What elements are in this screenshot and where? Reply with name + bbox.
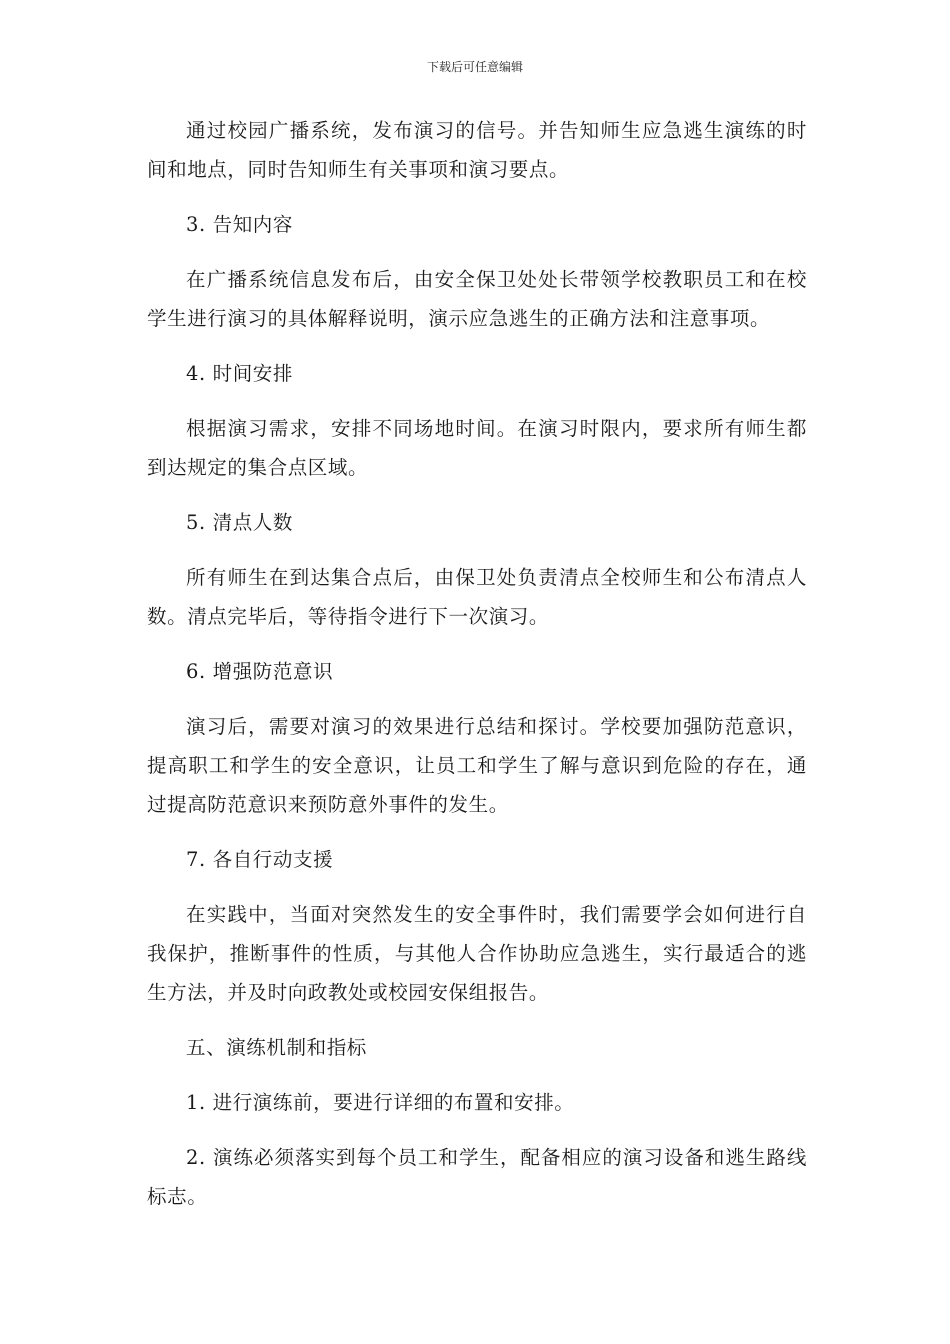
paragraph-notice-content: 在广播系统信息发布后，由安全保卫处处长带领学校教职员工和在校学生进行演习的具体解释说明，演示应急逃生的正确方法和注意事项。 xyxy=(147,268,807,330)
section-heading-support: 7. 各自行动支援 xyxy=(186,848,334,871)
paragraph-broadcast-notice: 通过校园广播系统，发布演习的信号。并告知师生应急逃生演练的时间和地点，同时告知师生有关事项和演习要点。 xyxy=(147,119,807,181)
section-heading-mechanism: 五、演练机制和指标 xyxy=(186,1036,367,1059)
paragraph-headcount: 所有师生在到达集合点后，由保卫处负责清点全校师生和公布清点人数。清点完毕后，等待指令进行下一次演习。 xyxy=(147,566,807,628)
paragraph-support: 在实践中，当面对突然发生的安全事件时，我们需要学会如何进行自我保护，推断事件的性质，与其他人合作协助应急逃生，实行最适合的逃生方法，并及时向政教处或校园安保组报告。 xyxy=(147,903,807,1004)
document-body xyxy=(147,111,807,1232)
section-heading-headcount: 5. 清点人数 xyxy=(186,511,294,534)
list-item-equipment: 2. 演练必须落实到每个员工和学生，配备相应的演习设备和逃生路线标志。 xyxy=(147,1146,807,1208)
paragraph-schedule: 根据演习需求，安排不同场地时间。在演习时限内，要求所有师生都到达规定的集合点区域。 xyxy=(147,417,807,479)
section-heading-notice-content: 3. 告知内容 xyxy=(186,213,294,236)
paragraph-awareness: 演习后，需要对演习的效果进行总结和探讨。学校要加强防范意识，提高职工和学生的安全意识，让员工和学生了解与意识到危险的存在，通过提高防范意识来预防意外事件的发生。 xyxy=(147,715,807,816)
list-item-preparation: 1. 进行演练前，要进行详细的布置和安排。 xyxy=(186,1091,575,1114)
section-heading-schedule: 4. 时间安排 xyxy=(186,362,294,385)
page-header: 下载后可任意编辑 xyxy=(426,60,523,74)
section-heading-awareness: 6. 增强防范意识 xyxy=(186,660,334,683)
